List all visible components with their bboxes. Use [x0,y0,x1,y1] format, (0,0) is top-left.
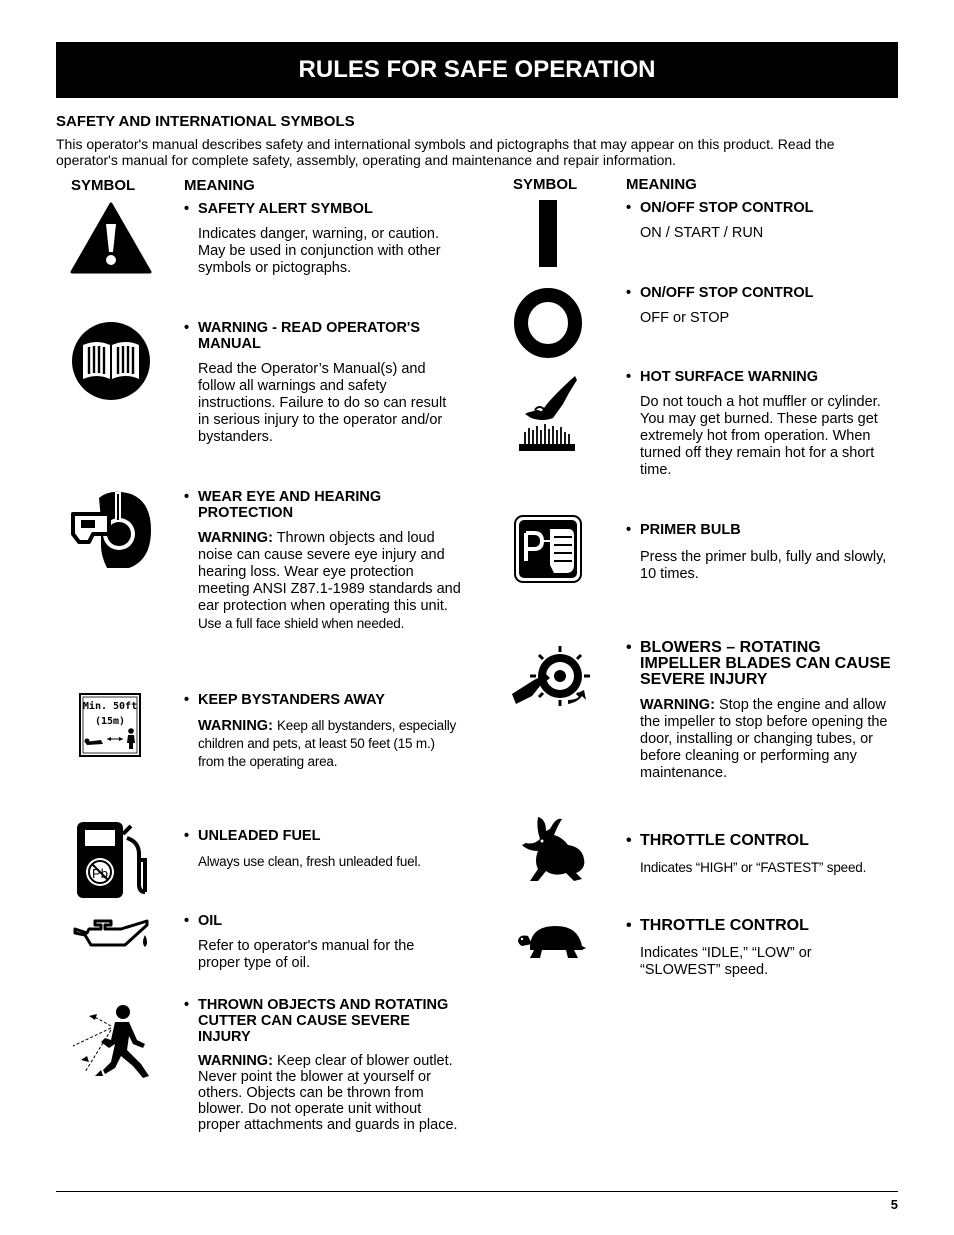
entry-description: Indicates danger, warning, or caution. May be used in conjunction with other symbols or pictographs. [198,226,441,276]
turtle-slow-icon [516,922,594,965]
warning-text: Stop the engine and allow the impeller to stop before opening the door, installing or changing tubes, or before cleaning or performing any maintenance. [640,697,888,781]
warning-label: WARNING: [198,530,273,546]
right-symbol-heading: SYMBOL [513,176,578,193]
symbol-entry-bystanders [184,692,464,771]
symbol-entry-eye-hearing [184,489,464,633]
entry-title: • THROTTLE CONTROL [626,918,901,934]
entry-title: • SAFETY ALERT SYMBOL [184,201,464,217]
entry-description: OFF or STOP [640,310,730,326]
entry-description: Refer to operator's manual for the proper type of oil. [198,938,415,971]
entry-description [626,697,901,782]
keep-bystanders-away-icon [79,693,141,762]
primer-bulb-icon [514,515,582,588]
safety-alert-icon [70,202,152,279]
on-symbol-icon [539,200,559,273]
entry-description: Always use clean, fresh unleaded fuel. [198,854,421,869]
entry-title: • THROWN OBJECTS AND ROTATING CUTTER CAN CAUSE SEVERE INJURY [184,997,459,1045]
entry-description: Indicates “HIGH” or “FASTEST” speed. [640,860,867,875]
off-symbol-icon [514,288,584,365]
warning-note: Use a full face shield when needed. [198,616,405,631]
warning-label: WARNING: [198,718,273,734]
entry-title: • PRIMER BULB [626,522,901,538]
symbol-entry-throttle-slow [626,918,901,979]
entry-title: • WARNING - READ OPERATOR'S MANUAL [184,320,459,352]
section-title: SAFETY AND INTERNATIONAL SYMBOLS [56,113,355,130]
entry-description: Read the Operator’s Manual(s) and follow all warnings and safety instructions. Failure to do so can result in serious injury to the operator and/or bystanders. [198,361,447,445]
footer-divider [56,1191,898,1192]
entry-title: • BLOWERS – ROTATING IMPELLER BLADES CAN CAUSE SEVERE INJURY [626,640,901,688]
section-intro: This operator's manual describes safety and international symbols and pictographs that may appear on this product. Read the operator's manual for complete safety, assembly, operating and maintenance and repair information. [56,136,835,168]
entry-description [184,717,464,771]
eye-hearing-protection-icon [71,490,153,575]
left-meaning-heading: MEANING [184,177,255,194]
symbol-entry-on [626,200,901,242]
entry-description: Indicates “IDLE,” “LOW” or “SLOWEST” speed. [640,945,812,978]
warning-label: WARNING: [198,1053,273,1069]
entry-description: ON / START / RUN [640,225,764,241]
entry-title: • KEEP BYSTANDERS AWAY [184,692,464,708]
entry-description: Do not touch a hot muffler or cylinder. You may get burned. These parts get extremely hot from operation. When turned off they remain hot for a short time. [640,394,881,478]
warning-text: Keep all bystanders, especially children and pets, at least 50 feet (15 m.) from the operating area. [198,718,457,769]
warning-text: Keep clear of blower outlet. Never point the blower at yourself or others. Objects can be thrown from blower. Do not operate unit without proper attachments and guards in place. [198,1053,458,1133]
entry-title: • UNLEADED FUEL [184,828,469,844]
entry-title: • ON/OFF STOP CONTROL [626,200,901,216]
sign-metric-text: (15m) [94,716,126,727]
entry-title: • ON/OFF STOP CONTROL [626,285,901,301]
left-symbol-heading: SYMBOL [71,177,136,194]
warning-label: WARNING: [640,697,715,713]
symbol-entry-impeller [626,640,901,782]
entry-title: • HOT SURFACE WARNING [626,369,901,385]
entry-description: Press the primer bulb, fully and slowly, 10 times. [640,549,887,582]
entry-title: • OIL [184,913,459,929]
symbol-entry-oil [184,913,459,972]
sign-distance-text: Min. 50ft [82,701,138,712]
symbol-entry-unleaded-fuel [184,828,469,870]
right-meaning-heading: MEANING [626,176,697,193]
symbol-entry-thrown-objects [184,997,459,1133]
thrown-objects-icon [71,1000,153,1087]
warning-text: Thrown objects and loud noise can cause severe eye injury and hearing loss. Wear eye protection meeting ANSI Z87.1-1989 standards and ear protection when operating this unit. [198,530,461,614]
symbol-entry-safety-alert [184,201,464,277]
entry-description [184,530,464,633]
entry-title: • WEAR EYE AND HEARING PROTECTION [184,489,464,521]
page-number: 5 [890,1197,898,1212]
unleaded-fuel-icon [73,820,149,903]
entry-description [184,1053,459,1133]
symbol-entry-read-manual [184,320,459,446]
lead-pb-text: Pb [92,866,108,881]
rotating-impeller-icon [512,644,592,715]
symbol-entry-hot-surface [626,369,901,479]
rabbit-fast-icon [516,815,588,888]
hot-surface-icon [517,374,579,459]
read-manual-icon [71,321,151,406]
entry-title: • THROTTLE CONTROL [626,833,906,849]
symbol-entry-primer-bulb [626,522,901,583]
symbol-entry-off [626,285,901,327]
page-title-banner: RULES FOR SAFE OPERATION [56,42,898,98]
oil-can-icon [71,915,153,960]
symbol-entry-throttle-fast [626,833,906,876]
